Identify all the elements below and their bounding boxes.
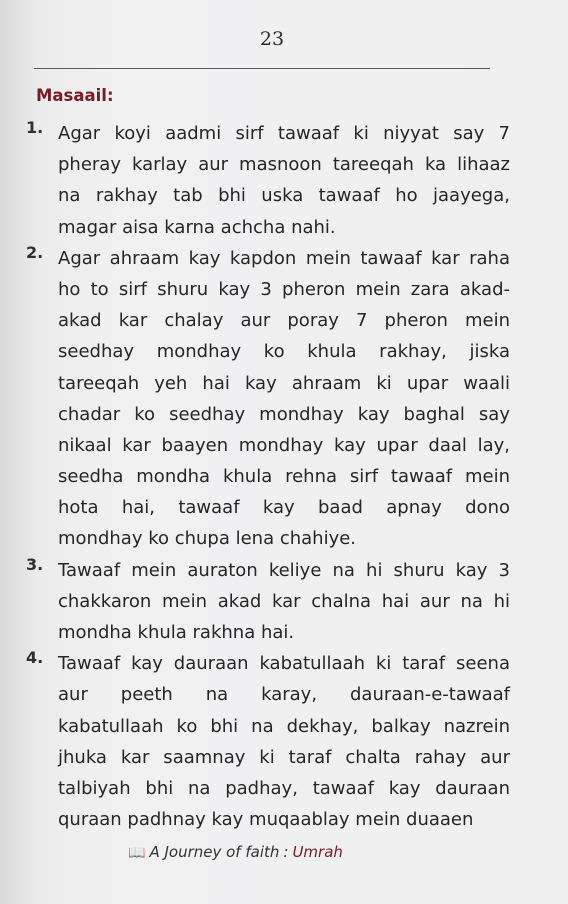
text-line: Agar koyi aadmi sirf tawaaf ki niyyat say 7 bbox=[58, 123, 510, 144]
text-line: Tawaaf kay dauraan kabatullaah ki taraf seena bbox=[58, 653, 510, 675]
list-item bbox=[0, 555, 568, 649]
list-item-number: 1. bbox=[26, 118, 44, 137]
text-line: Tawaaf mein auraton keliye na hi shuru kay 3 bbox=[58, 559, 510, 581]
list-item bbox=[0, 243, 568, 555]
text-line: nikaal kar baayen mondhay kay upar daal lay, bbox=[58, 434, 510, 456]
text-line: aur peeth na karay, dauraan-e-tawaaf bbox=[58, 684, 510, 706]
list-item bbox=[0, 118, 568, 243]
book-icon: 📖 bbox=[128, 845, 146, 861]
footer-separator: : bbox=[283, 843, 289, 861]
text-line: jhuka kar saamnay ki taraf chalta rahay aur bbox=[58, 746, 510, 768]
footer-subtitle: Umrah bbox=[292, 843, 343, 861]
page-number: 23 bbox=[259, 28, 285, 50]
text-line: seedhay mondhay ko khula rakhay, jiska bbox=[58, 341, 510, 363]
section-heading: Masaail: bbox=[36, 86, 114, 105]
footer-title: A Journey of faith bbox=[149, 843, 280, 861]
text-line: pheray karlay aur masnoon tareeqah ka lihaaz bbox=[58, 154, 510, 176]
text-line: quraan padhnay kay muqaablay mein duaaen bbox=[58, 809, 474, 831]
list-item-number: 4. bbox=[26, 648, 44, 668]
text-line: talbiyah bhi na padhay, tawaaf kay dauraan bbox=[58, 777, 510, 799]
text-line: seedha mondha khula rehna sirf tawaaf mein bbox=[58, 466, 510, 488]
text-line: tareeqah yeh hai kay ahraam ki upar waali bbox=[58, 372, 510, 394]
text-line: na rakhay tab bhi uska tawaaf ho jaayega, bbox=[58, 185, 510, 207]
text-line: mondha khula rakhna hai. bbox=[58, 622, 295, 643]
text-line: chadar ko seedhay mondhay kay baghal say bbox=[58, 403, 510, 425]
text-line: mondhay ko chupa lena chahiye. bbox=[58, 528, 357, 550]
text-line: chakkaron mein akad kar chalna hai aur na hi bbox=[58, 590, 510, 612]
footer bbox=[128, 843, 343, 861]
list-item-number: 3. bbox=[26, 554, 44, 574]
text-line: magar aisa karna achcha nahi. bbox=[58, 216, 336, 238]
masaail-list bbox=[0, 118, 568, 835]
header-rule bbox=[34, 68, 490, 69]
text-line: ho to sirf shuru kay 3 pheron mein zara akad- bbox=[58, 278, 510, 300]
text-line: akad kar chalay aur poray 7 pheron mein bbox=[58, 310, 510, 332]
text-line: Agar ahraam kay kapdon mein tawaaf kar raha bbox=[58, 247, 510, 269]
text-line: kabatullaah ko bhi na dekhay, balkay nazrein bbox=[58, 715, 510, 737]
list-item-number: 2. bbox=[26, 242, 44, 262]
text-line: hota hai, tawaaf kay baad apnay dono bbox=[58, 497, 510, 519]
list-item bbox=[0, 648, 568, 835]
